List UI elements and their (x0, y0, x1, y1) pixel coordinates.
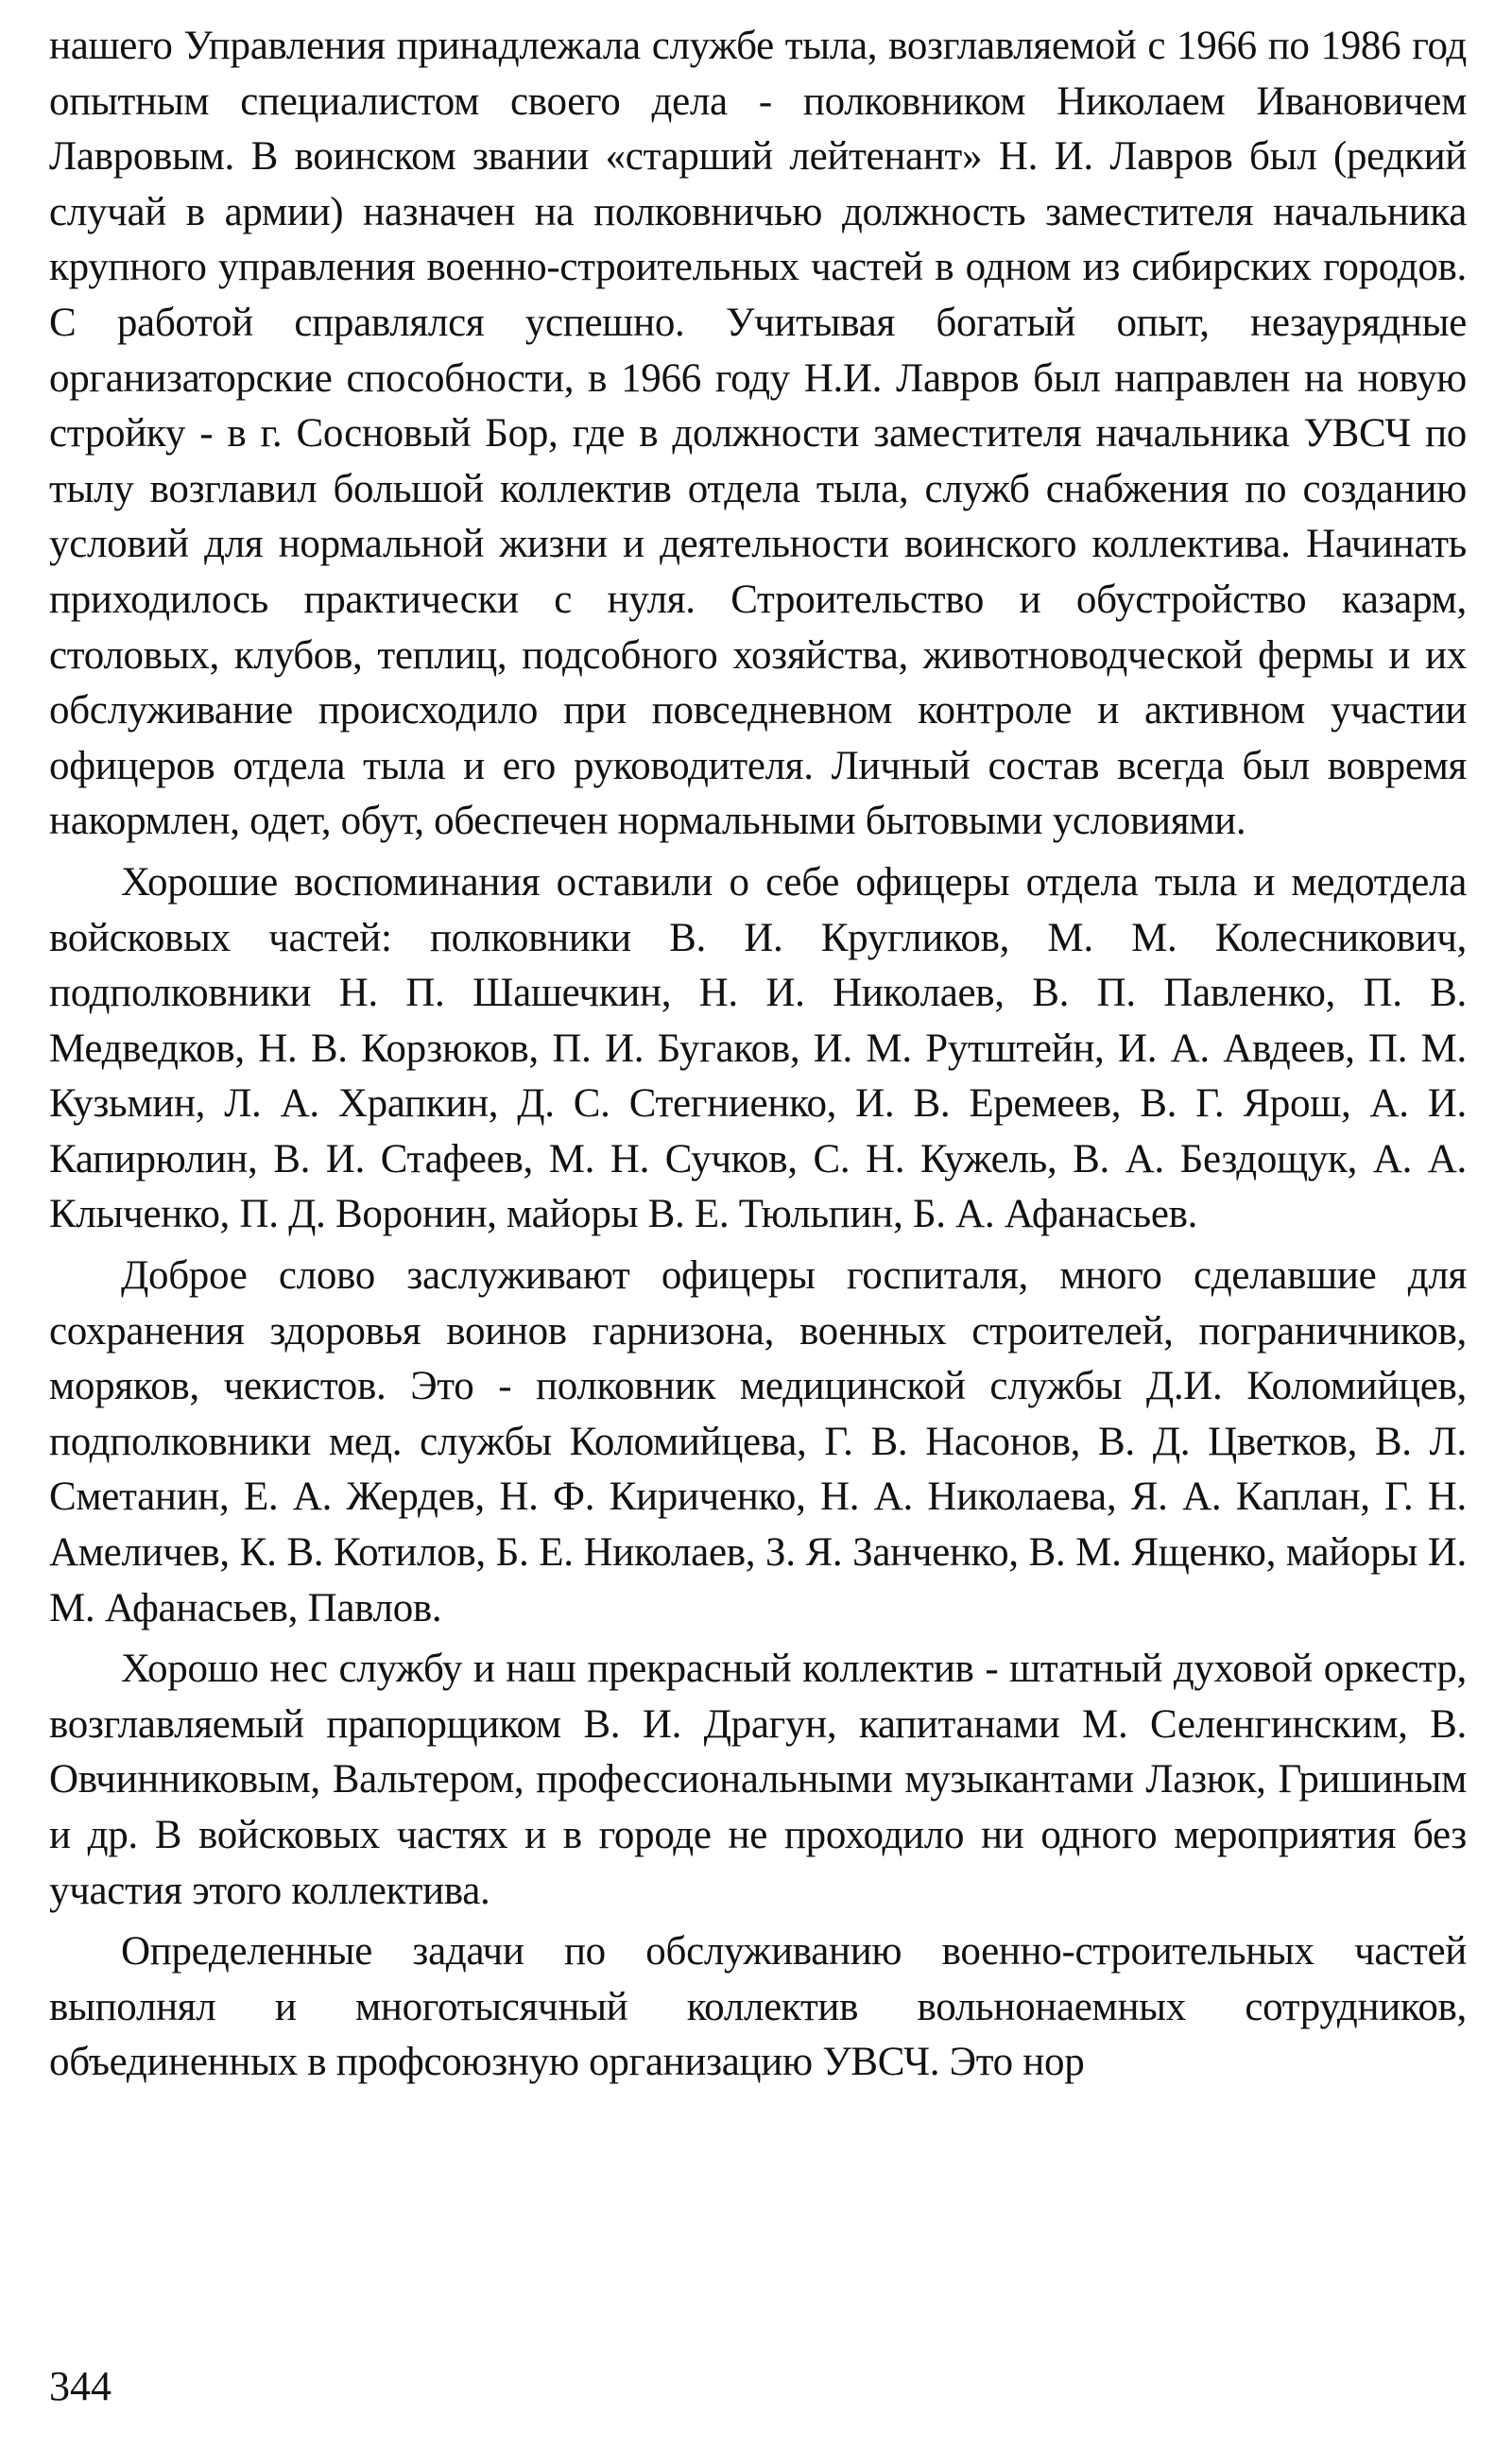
paragraph-civilian-staff: Определенные задачи по обслуживанию военно-строительных частей выполнял и многотысячный коллектив вольнонаемных сотрудников, объединенных в профсоюзную организацию УВСЧ. Это нор (49, 1929, 1467, 2085)
page-body (49, 19, 1467, 2091)
paragraph-rear-officers: Хорошие воспоминания оставили о себе офицеры отдела тыла и медотдела войсковых частей: полковники В. И. Кругликов, М. М. Колесникович, подполковники Н. П. Шашечкин, Н. И. Николаев, В. П. Павленко, П. В. Медведков, Н. В. Корзюков, П. И. Бугаков, И. М. Рутштейн, И. А. Авдеев, П. М. Кузьмин, Л. А. Храпкин, Д. С. Стегниенко, И. В. Еремеев, В. Г. Ярош, А. И. Капирюлин, В. И. Стафеев, М. Н. Сучков, С. Н. Кужель, В. А. Бездощук, А. А. Клыченко, П. Д. Воронин, майоры В. Е. Тюльпин, Б. А. Афанасьев. (49, 859, 1467, 1237)
paragraph-hospital-officers: Доброе слово заслуживают офицеры госпиталя, много сделавшие для сохранения здоровья воинов гарнизона, военных строителей, пограничников, моряков, чекистов. Это - полковник медицинской службы Д.И. Коломийцев, подполковники мед. службы Коломийцева, Г. В. Насонов, В. Д. Цветков, В. Л. Сметанин, Е. А. Жердев, Н. Ф. Кириченко, Н. А. Николаева, Я. А. Каплан, Г. Н. Амеличев, К. В. Котилов, Б. Е. Николаев, З. Я. Занченко, В. М. Ященко, майоры И. М. Афанасьев, Павлов. (49, 1253, 1467, 1630)
paragraph-brass-band: Хорошо нес службу и наш прекрасный коллектив - штатный духовой оркестр, возглавляемый прапорщиком В. И. Драгун, капитанами М. Селенгинским, В. Овчинниковым, Вальтером, профессиональными музыкантами Лазюк, Гришиным и др. В войсковых частях и в городе не проходило ни одного мероприятия без участия этого коллектива. (49, 1647, 1467, 1913)
page-number: 344 (49, 2363, 112, 2409)
paragraph-rear-service: нашего Управления принадлежала службе тыла, возглавляемой с 1966 по 1986 год опытным специалистом своего дела - полковником Николаем Ивановичем Лавровым. В воинском звании «старший лейтенант» Н. И. Лавров был (редкий случай в армии) назначен на полковничью должность заместителя начальника крупного управления военно-строительных частей в одном из сибирских городов. С работой справлялся успешно. Учитывая богатый опыт, незаурядные организаторские способности, в 1966 году Н.И. Лавров был направлен на новую стройку - в г. Сосновый Бор, где в должности заместителя начальника УВСЧ по тылу возглавил большой коллектив отдела тыла, служб снабжения по созданию условий для нормальной жизни и деятельности воинского коллектива. Начинать приходилось практически с нуля. Строительство и обустройство казарм, столовых, клубов, теплиц, подсобного хозяйства, животноводческой фермы и их обслуживание происходило при повседневном контроле и активном участии офицеров отдела тыла и его руководителя. Личный состав всегда был вовремя накормлен, одет, обут, обеспечен нормальными бытовыми условиями. (49, 24, 1467, 844)
